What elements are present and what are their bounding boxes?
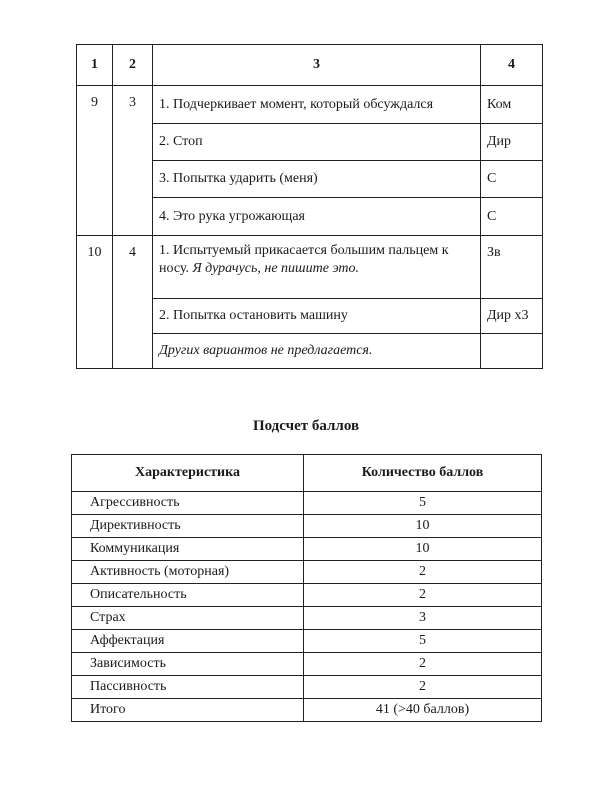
response-text: 2. Попытка остановить машину bbox=[153, 299, 481, 334]
response-code: С bbox=[481, 161, 543, 198]
header-col-1: 1 bbox=[77, 45, 113, 86]
characteristic-score: 10 bbox=[304, 515, 542, 538]
response-code: Дир bbox=[481, 124, 543, 161]
characteristic-name: Директивность bbox=[72, 515, 304, 538]
response-count: 3 bbox=[113, 86, 153, 236]
table-row bbox=[72, 515, 542, 538]
characteristic-score: 3 bbox=[304, 607, 542, 630]
header-col-4: 4 bbox=[481, 45, 543, 86]
total-score: 41 (>40 баллов) bbox=[304, 699, 542, 722]
characteristic-name: Описательность bbox=[72, 584, 304, 607]
total-label: Итого bbox=[72, 699, 304, 722]
characteristic-name: Пассивность bbox=[72, 676, 304, 699]
table-row bbox=[77, 86, 543, 124]
characteristic-name: Зависимость bbox=[72, 653, 304, 676]
response-code: С bbox=[481, 198, 543, 236]
card-number: 10 bbox=[77, 236, 113, 369]
characteristic-name: Агрессивность bbox=[72, 492, 304, 515]
characteristic-name: Активность (моторная) bbox=[72, 561, 304, 584]
response-comment: Других вариантов не предлагается. bbox=[159, 343, 373, 358]
response-text: 3. Попытка ударить (меня) bbox=[153, 161, 481, 198]
response-text: 2. Стоп bbox=[153, 124, 481, 161]
characteristic-score: 5 bbox=[304, 492, 542, 515]
response-code: Дир х3 bbox=[481, 299, 543, 334]
characteristic-score: 2 bbox=[304, 653, 542, 676]
score-section-title: Подсчет баллов bbox=[252, 418, 360, 434]
table-row bbox=[72, 653, 542, 676]
characteristic-score: 5 bbox=[304, 630, 542, 653]
responses-header-row bbox=[77, 45, 543, 86]
response-code bbox=[481, 334, 543, 369]
characteristic-score: 2 bbox=[304, 561, 542, 584]
table-row bbox=[72, 538, 542, 561]
response-code: Ком bbox=[481, 86, 543, 124]
response-count: 4 bbox=[113, 236, 153, 369]
header-col-2: 2 bbox=[113, 45, 153, 86]
card-number: 9 bbox=[77, 86, 113, 236]
table-row bbox=[72, 561, 542, 584]
characteristic-score: 10 bbox=[304, 538, 542, 561]
table-row bbox=[77, 236, 543, 299]
response-text: 1. Испытуемый прикасается большим пальцем к носу. Я дурачусь, не пишите это. bbox=[153, 236, 481, 299]
characteristic-score: 2 bbox=[304, 676, 542, 699]
response-comment: Я дурачусь, не пишите это. bbox=[192, 261, 360, 276]
response-code: Зв bbox=[481, 236, 543, 299]
total-row bbox=[72, 699, 542, 722]
characteristic-score: 2 bbox=[304, 584, 542, 607]
table-row bbox=[72, 584, 542, 607]
table-row bbox=[72, 607, 542, 630]
table-row bbox=[72, 630, 542, 653]
table-row bbox=[72, 492, 542, 515]
response-text: 1. Подчеркивает момент, который обсуждался bbox=[153, 86, 481, 124]
response-text: 4. Это рука угрожающая bbox=[153, 198, 481, 236]
responses-table bbox=[76, 44, 543, 369]
header-score: Количество баллов bbox=[304, 455, 542, 492]
response-text bbox=[153, 334, 481, 369]
header-col-3: 3 bbox=[153, 45, 481, 86]
table-row bbox=[72, 676, 542, 699]
characteristic-name: Аффектация bbox=[72, 630, 304, 653]
characteristic-name: Страх bbox=[72, 607, 304, 630]
characteristic-name: Коммуникация bbox=[72, 538, 304, 561]
score-header-row bbox=[72, 455, 542, 492]
header-characteristic: Характеристика bbox=[72, 455, 304, 492]
score-table bbox=[71, 454, 542, 722]
